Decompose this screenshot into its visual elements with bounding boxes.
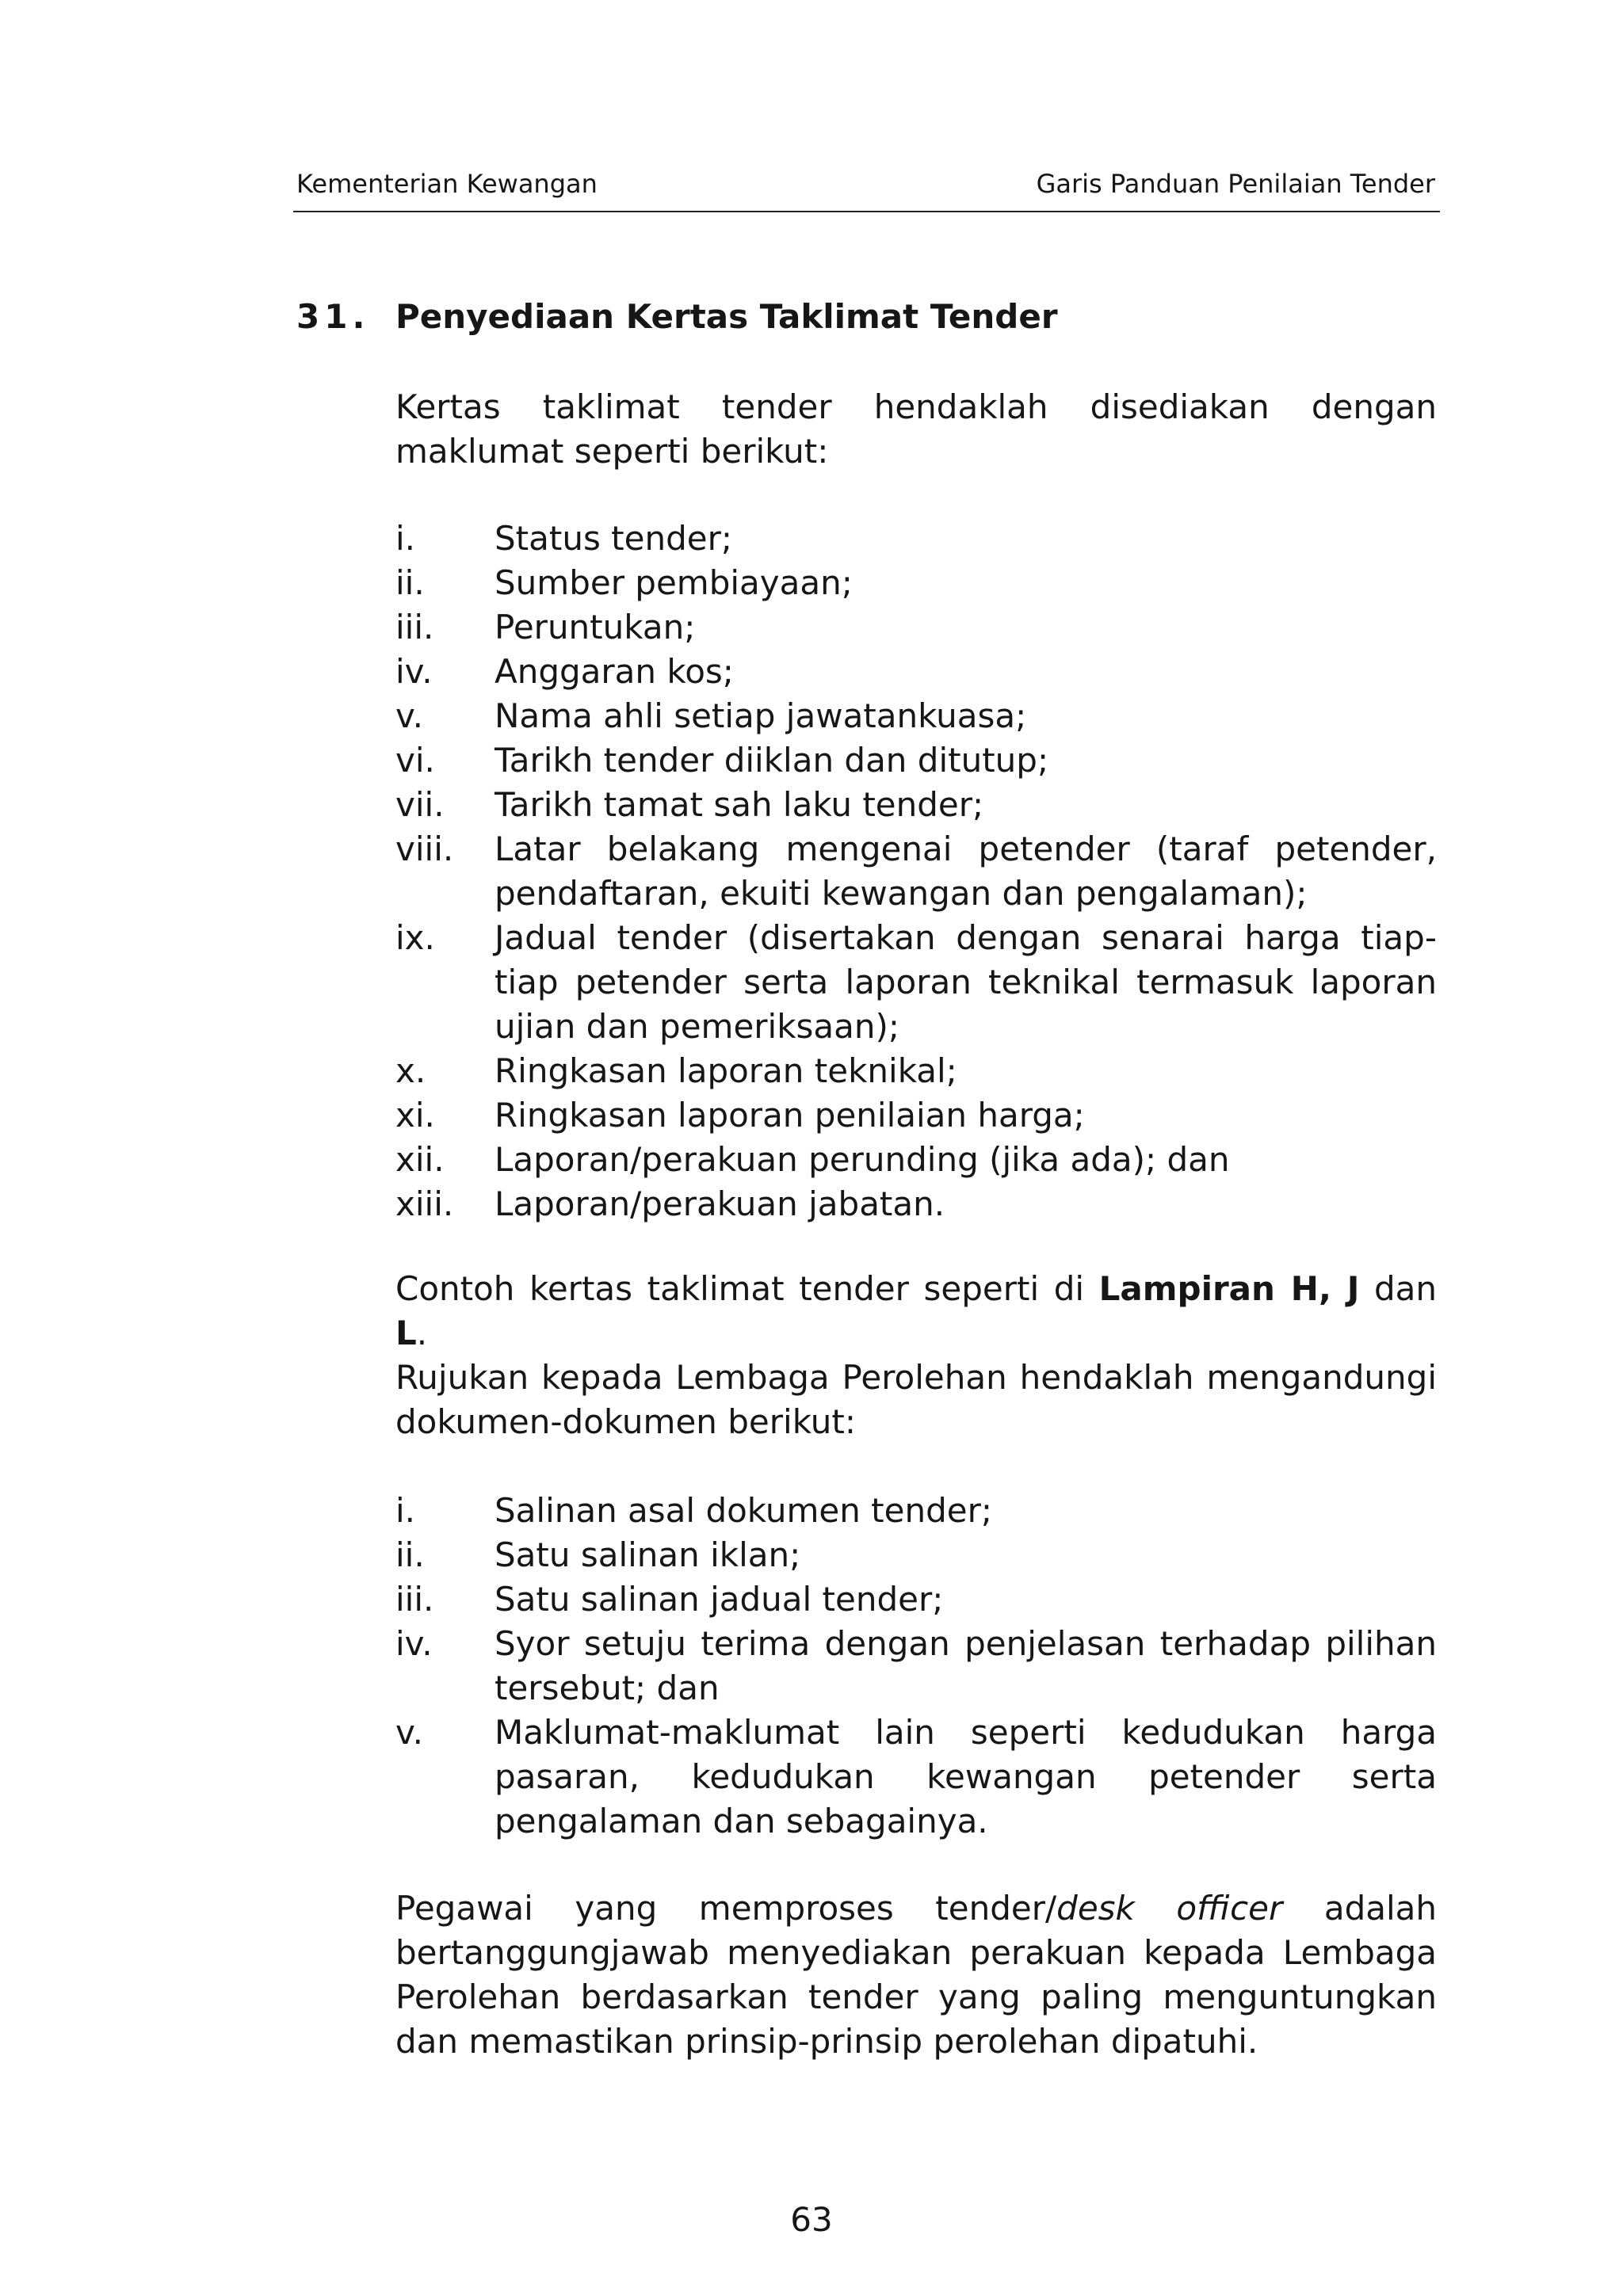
list-item [395,783,1437,827]
list-item [395,738,1437,783]
list-item-number: viii. [395,830,454,868]
example-prefix: Contoh kertas taklimat tender seperti di [395,1269,1099,1308]
list-item [395,1711,1437,1844]
list-item-text: Ringkasan laporan teknikal; [495,1051,957,1090]
list-item-text: Latar belakang mengenai petender (taraf petender, pendaftaran, ekuiti kewangan dan pengalaman); [495,830,1437,913]
list-item-number: v. [395,696,423,735]
list-item-text: Laporan/perakuan jabatan. [495,1184,945,1223]
list-item-text: Syor setuju terima dengan penjelasan terhadap pilihan tersebut; dan [495,1624,1437,1707]
list-item-number: i. [395,1491,416,1530]
list-item-text: Anggaran kos; [495,652,734,691]
list-item [395,1577,1437,1622]
list-item [395,1182,1437,1226]
referral-paragraph: Rujukan kepada Lembaga Perolehan hendaklah mengandungi dokumen-dokumen berikut: [395,1358,1437,1441]
list-item-number: vi. [395,741,435,780]
example-suffix: . [416,1314,428,1352]
list-item [395,1622,1437,1711]
closing-prefix: Pegawai yang memproses tender/ [395,1889,1057,1928]
list-item [395,1489,1437,1533]
list-item-number: xii. [395,1140,445,1179]
list-item-number: xiii. [395,1184,454,1223]
list-item-text: Satu salinan iklan; [495,1535,801,1574]
list-item-text: Satu salinan jadual tender; [495,1580,944,1619]
list-item [395,650,1437,694]
list-item-number: v. [395,1713,423,1752]
list-item-text: Nama ahli setiap jawatankuasa; [495,696,1027,735]
header-document-title: Garis Panduan Penilaian Tender [1036,169,1435,199]
list-item [395,517,1437,561]
list-item-number: iii. [395,608,434,646]
list-item [395,1138,1437,1182]
closing-italic: desk officer [1056,1889,1283,1928]
page-number: 63 [790,2200,833,2239]
example-appendix-l: L [395,1314,417,1352]
closing-paragraph [395,1886,1437,2064]
list-item-text: Tarikh tender diiklan dan ditutup; [495,741,1049,780]
list-item-number: iv. [395,652,433,691]
section-title: Penyediaan Kertas Taklimat Tender [395,297,1058,336]
briefing-info-list [395,517,1437,1226]
list-item-number: ix. [395,918,435,957]
intro-paragraph: Kertas taklimat tender hendaklah disediakan dengan maklumat seperti berikut: [395,387,1437,471]
list-item-number: ii. [395,1535,425,1574]
referral-documents-list [395,1489,1437,1844]
list-item [395,605,1437,650]
list-item-number: x. [395,1051,426,1090]
list-item-number: i. [395,519,416,558]
list-item-text: Laporan/perakuan perunding (jika ada); dan [495,1140,1230,1179]
section-number: 31. [296,297,370,336]
list-item [395,694,1437,738]
list-item [395,1049,1437,1093]
list-item [395,916,1437,1049]
list-item-text: Ringkasan laporan penilaian harga; [495,1096,1085,1135]
list-item [395,1093,1437,1138]
list-item [395,1533,1437,1577]
list-item-number: vii. [395,785,445,824]
list-item [395,827,1437,916]
list-item-number: iv. [395,1624,433,1663]
list-item-text: Sumber pembiayaan; [495,563,853,602]
list-item-text: Maklumat-maklumat lain seperti kedudukan harga pasaran, kedudukan kewangan petender serta pengalaman dan sebagainya. [495,1713,1437,1840]
list-item-text: Status tender; [495,519,733,558]
list-item-text: Tarikh tamat sah laku tender; [495,785,984,824]
list-item [395,561,1437,605]
list-item-text: Jadual tender (disertakan dengan senarai harga tiap-tiap petender serta laporan teknikal termasuk laporan ujian dan pemeriksaan); [495,918,1437,1046]
example-paragraph [395,1267,1437,1356]
header-ministry: Kementerian Kewangan [296,169,598,199]
list-item-number: ii. [395,563,425,602]
example-middle: dan [1359,1269,1437,1308]
closing-suffix: adalah bertanggungjawab menyediakan perakuan kepada Lembaga Perolehan berdasarkan tender yang paling menguntungkan dan memastikan prinsip-prinsip perolehan dipatuhi. [395,1889,1437,2061]
list-item-text: Salinan asal dokumen tender; [495,1491,993,1530]
list-item-number: iii. [395,1580,434,1619]
page-header [293,165,1440,212]
list-item-number: xi. [395,1096,435,1135]
example-appendix-hj: Lampiran H, J [1098,1269,1360,1308]
list-item-text: Peruntukan; [495,608,696,646]
